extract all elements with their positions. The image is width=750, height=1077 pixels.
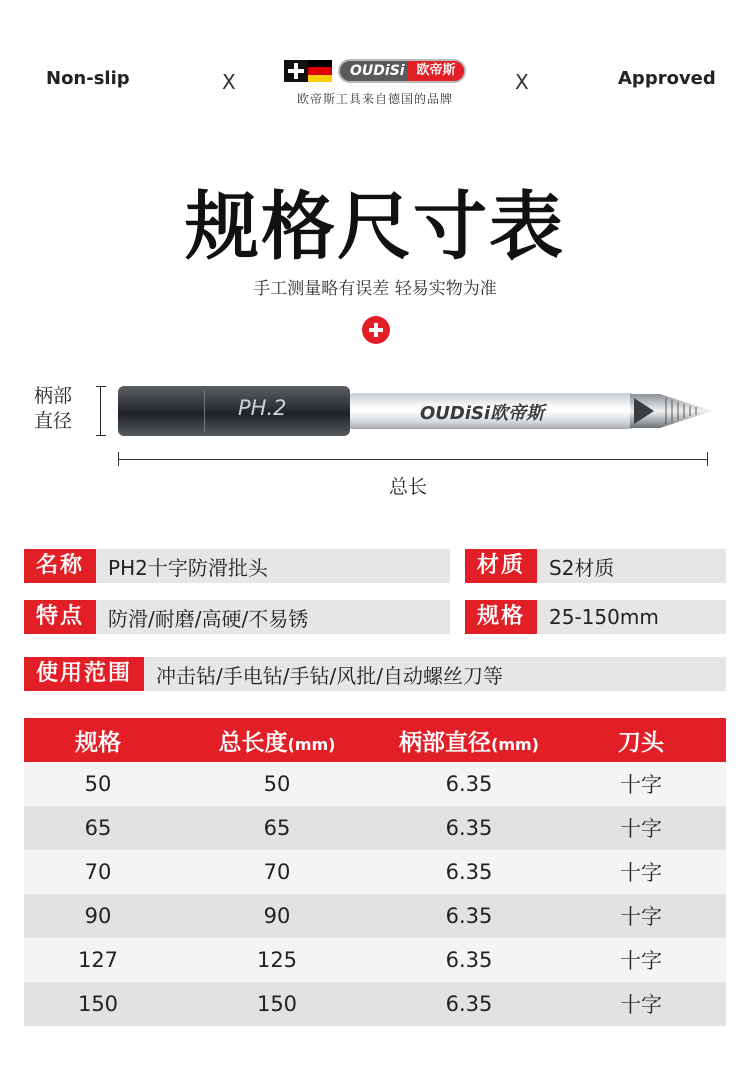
header-separator-left: X [222, 70, 236, 94]
page-title: 规格尺寸表 [185, 184, 565, 270]
germany-flag-icon [308, 60, 332, 82]
brand-tagline: 欧帝斯工具来自德国的品牌 [296, 92, 453, 106]
cell-size: 90 [84, 904, 112, 928]
brand-badge [338, 59, 466, 83]
cell-tip: 十字 [620, 773, 662, 797]
shank-dimension-bracket [96, 386, 106, 436]
cell-tip: 十字 [620, 949, 662, 973]
cell-size: 65 [84, 816, 112, 840]
cell-diameter: 6.35 [445, 772, 493, 796]
table-row [24, 850, 726, 894]
header-right-text: Approved [618, 68, 716, 89]
spec-size-label: 规格 [465, 600, 537, 634]
spec-name-value: PH2十字防滑批头 [108, 555, 268, 580]
cell-diameter: 6.35 [445, 904, 493, 928]
phillips-cross-icon [362, 316, 390, 344]
spec-usage [24, 657, 726, 691]
table-row [24, 806, 726, 850]
cell-tip: 十字 [620, 993, 662, 1017]
cell-tip: 十字 [620, 905, 662, 929]
cell-size: 70 [84, 860, 112, 884]
length-dimension-line [118, 459, 708, 460]
table-row [24, 938, 726, 982]
table-row [24, 894, 726, 938]
brand-latin-name: OUDiSi [350, 63, 405, 79]
spec-name [24, 549, 450, 583]
shank-diameter-label: 柄部直径 [34, 385, 73, 432]
table-row [24, 982, 726, 1026]
brand-logo [284, 58, 466, 84]
header-size: 规格 [75, 729, 121, 756]
bit-code-text: PH.2 [238, 396, 287, 420]
cell-diameter: 6.35 [445, 816, 493, 840]
spec-feature [24, 600, 450, 634]
header-total-length: 总长度(mm) [218, 729, 336, 756]
cell-length: 125 [256, 948, 298, 972]
cell-length: 90 [263, 904, 291, 928]
spec-table [24, 718, 726, 1026]
cell-diameter: 6.35 [445, 948, 493, 972]
bit-shaft [350, 393, 632, 429]
header-separator-right: X [515, 70, 529, 94]
cell-length: 150 [256, 992, 298, 1016]
table-row [24, 762, 726, 806]
header-tip: 刀头 [618, 729, 664, 756]
spec-size-value: 25-150mm [549, 605, 659, 629]
length-tick-left [118, 452, 119, 466]
total-length-label: 总长 [388, 476, 427, 498]
cell-length: 70 [263, 860, 291, 884]
spec-usage-label: 使用范围 [24, 657, 144, 691]
spec-material-value: S2材质 [549, 555, 615, 580]
spec-material [465, 549, 726, 583]
spec-usage-value: 冲击钻/手电钻/手钻/风批/自动螺丝刀等 [156, 663, 503, 688]
shaft-brand-text: OUDiSi欧帝斯 [420, 403, 545, 424]
header-left-text: Non-slip [46, 68, 130, 89]
cell-size: 50 [84, 772, 112, 796]
spec-feature-value: 防滑/耐磨/高硬/不易锈 [108, 606, 309, 631]
table-header [24, 718, 726, 762]
spec-name-label: 名称 [24, 549, 96, 583]
cross-flag-icon [284, 60, 308, 82]
cell-diameter: 6.35 [445, 860, 493, 884]
cell-diameter: 6.35 [445, 992, 493, 1016]
cell-tip: 十字 [620, 861, 662, 885]
flag-icon [284, 60, 332, 82]
phillips-tip-icon [630, 394, 712, 428]
cell-tip: 十字 [620, 817, 662, 841]
cell-size: 127 [77, 948, 119, 972]
spec-size [465, 600, 726, 634]
cell-length: 50 [263, 772, 291, 796]
brand-chinese-name: 欧帝斯 [408, 61, 464, 81]
cell-length: 65 [263, 816, 291, 840]
bit-hex-shank [118, 386, 350, 436]
cell-size: 150 [77, 992, 119, 1016]
page-subtitle: 手工测量略有误差 轻易实物为准 [253, 279, 497, 299]
spec-material-label: 材质 [465, 549, 537, 583]
header-shank-diameter: 柄部直径(mm) [399, 729, 539, 756]
spec-feature-label: 特点 [24, 600, 96, 634]
length-tick-right [707, 452, 708, 466]
